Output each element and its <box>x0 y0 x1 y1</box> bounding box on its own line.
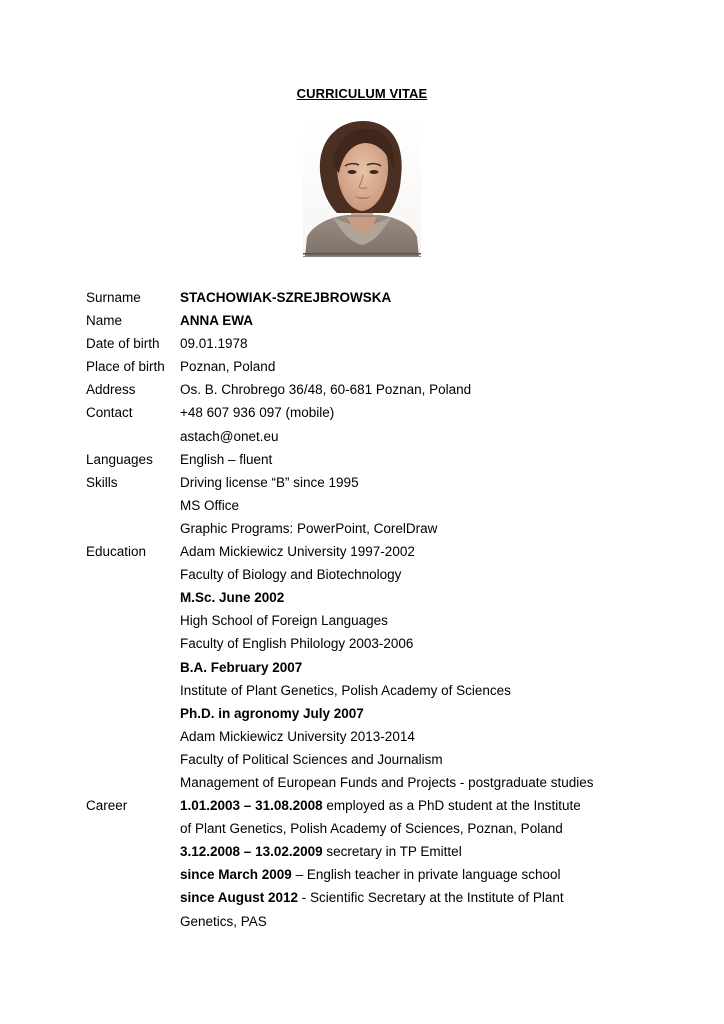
cv-row-label: Career <box>86 798 128 814</box>
cv-row-value <box>180 517 646 540</box>
cv-row <box>86 725 646 748</box>
cv-value-text: Institute of Plant Genetics, Polish Academy of Sciences <box>180 682 511 698</box>
cv-row <box>86 517 646 540</box>
cv-row-label <box>86 609 180 632</box>
cv-row-label <box>86 563 180 586</box>
cv-row-label: Name <box>86 313 123 329</box>
cv-row-label <box>86 725 180 748</box>
cv-value-bold-text: Ph.D. in agronomy July 2007 <box>180 705 364 721</box>
cv-row-label <box>86 817 180 840</box>
cv-row-label <box>86 748 180 771</box>
cv-row <box>86 401 646 424</box>
cv-value-bold-text: 1.01.2003 – 31.08.2008 <box>180 798 323 814</box>
cv-value-bold-text: since March 2009 <box>180 867 292 883</box>
cv-row-value <box>180 609 646 632</box>
cv-row <box>86 448 646 471</box>
cv-value-text: +48 607 936 097 (mobile) <box>180 405 335 421</box>
cv-row <box>86 656 646 679</box>
cv-row <box>86 886 646 909</box>
cv-row-value <box>180 863 646 886</box>
portrait-photo <box>303 117 421 257</box>
cv-row <box>86 910 646 933</box>
cv-value-text: Adam Mickiewicz University 1997-2002 <box>180 544 415 560</box>
cv-row <box>86 817 646 840</box>
cv-row-value <box>180 771 646 794</box>
cv-value-text: - Scientific Secretary at the Institute of Plant <box>298 890 564 906</box>
cv-row-label: Place of birth <box>86 359 165 375</box>
cv-row-label <box>86 910 180 933</box>
cv-row-label <box>86 656 180 679</box>
cv-value-bold-text: M.Sc. June 2002 <box>180 590 285 606</box>
cv-row-label: Education <box>86 544 147 560</box>
cv-row <box>86 702 646 725</box>
cv-row-value <box>180 563 646 586</box>
cv-row-value <box>180 817 646 840</box>
cv-row <box>86 355 646 378</box>
cv-row-label <box>86 425 180 448</box>
document-title: CURRICULUM VITAE <box>296 86 428 101</box>
cv-value-text: Adam Mickiewicz University 2013-2014 <box>180 728 415 744</box>
cv-row-value <box>180 494 646 517</box>
cv-row-label <box>86 494 180 517</box>
cv-value-text: English – fluent <box>180 451 273 467</box>
cv-details-table <box>86 286 646 933</box>
cv-row-label <box>86 586 180 609</box>
cv-row-label <box>86 771 180 794</box>
cv-value-text: Faculty of English Philology 2003-2006 <box>180 636 414 652</box>
cv-value-text: employed as a PhD student at the Institute <box>322 798 581 814</box>
cv-value-text: High School of Foreign Languages <box>180 613 388 629</box>
cv-row <box>86 494 646 517</box>
cv-row <box>86 748 646 771</box>
cv-row <box>86 632 646 655</box>
cv-value-bold-text: ANNA EWA <box>180 313 253 329</box>
cv-row-value <box>180 471 646 494</box>
cv-value-bold-text: 3.12.2008 – 13.02.2009 <box>180 844 323 860</box>
cv-value-text: astach@onet.eu <box>180 428 279 444</box>
cv-value-text: – English teacher in private language school <box>291 867 561 883</box>
cv-row-label: Languages <box>86 451 153 467</box>
cv-row-label: Address <box>86 382 136 398</box>
cv-row <box>86 332 646 355</box>
cv-value-text: Poznan, Poland <box>180 359 276 375</box>
cv-row-label: Contact <box>86 405 133 421</box>
cv-value-text: Management of European Funds and Projects - postgraduate studies <box>180 774 594 790</box>
cv-row <box>86 378 646 401</box>
cv-row-value <box>180 355 646 378</box>
cv-value-text: Os. B. Chrobrego 36/48, 60-681 Poznan, Poland <box>180 382 472 398</box>
cv-row <box>86 863 646 886</box>
cv-row-value <box>180 679 646 702</box>
cv-row-label: Date of birth <box>86 336 160 352</box>
cv-value-text: MS Office <box>180 497 240 513</box>
cv-row-value <box>180 448 646 471</box>
cv-row <box>86 794 646 817</box>
cv-row-value <box>180 401 646 424</box>
cv-row-value <box>180 309 646 332</box>
cv-value-bold-text: STACHOWIAK-SZREJBROWSKA <box>180 290 392 305</box>
cv-row-label <box>86 886 180 909</box>
cv-row <box>86 840 646 863</box>
cv-row-label <box>86 632 180 655</box>
cv-row-label <box>86 517 180 540</box>
cv-row-value <box>180 286 646 309</box>
cv-row-value <box>180 425 646 448</box>
cv-value-bold-text: B.A. February 2007 <box>180 659 303 675</box>
cv-row-value <box>180 378 646 401</box>
cv-value-text: Faculty of Political Sciences and Journalism <box>180 751 443 767</box>
cv-row-label <box>86 863 180 886</box>
cv-value-text: Faculty of Biology and Biotechnology <box>180 567 402 583</box>
cv-value-text: 09.01.1978 <box>180 336 248 352</box>
cv-row <box>86 586 646 609</box>
cv-row <box>86 563 646 586</box>
cv-row-label <box>86 702 180 725</box>
cv-value-text: secretary in TP Emittel <box>322 844 462 860</box>
cv-value-text: of Plant Genetics, Polish Academy of Sciences, Poznan, Poland <box>180 821 563 837</box>
cv-row-label <box>86 840 180 863</box>
cv-row <box>86 471 646 494</box>
cv-row <box>86 540 646 563</box>
cv-value-text: Genetics, PAS <box>180 913 267 929</box>
cv-row <box>86 309 646 332</box>
cv-row <box>86 609 646 632</box>
cv-row-value <box>180 748 646 771</box>
cv-row <box>86 425 646 448</box>
cv-row-value <box>180 794 646 817</box>
cv-row-label: Skills <box>86 474 118 490</box>
cv-row-value <box>180 656 646 679</box>
cv-row <box>86 679 646 702</box>
cv-row-value <box>180 586 646 609</box>
cv-row-value <box>180 725 646 748</box>
cv-row-value <box>180 702 646 725</box>
cv-row-label: Surname <box>86 290 141 305</box>
cv-value-text: Driving license “B” since 1995 <box>180 474 359 490</box>
cv-row-value <box>180 910 646 933</box>
cv-row-value <box>180 540 646 563</box>
cv-row <box>86 286 646 309</box>
cv-row <box>86 771 646 794</box>
cv-row-value <box>180 332 646 355</box>
cv-row-label <box>86 679 180 702</box>
cv-value-bold-text: since August 2012 <box>180 890 299 906</box>
cv-row-value <box>180 840 646 863</box>
cv-row-value <box>180 886 646 909</box>
cv-value-text: Graphic Programs: PowerPoint, CorelDraw <box>180 520 438 536</box>
cv-row-value <box>180 632 646 655</box>
